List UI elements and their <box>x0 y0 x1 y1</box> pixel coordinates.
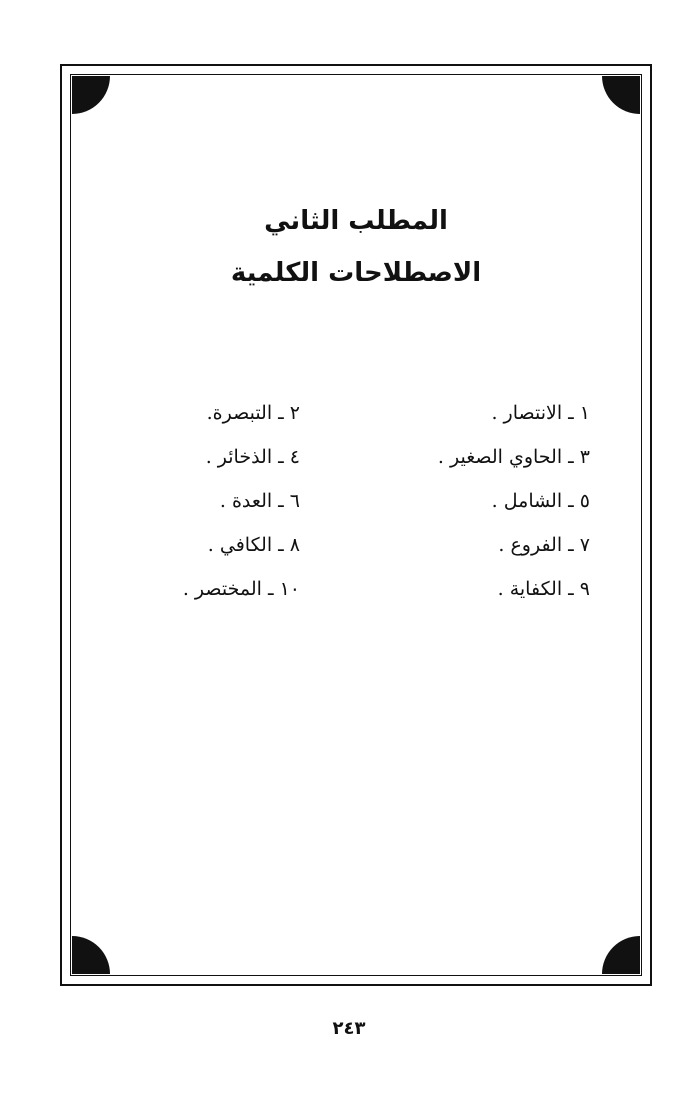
term-item: ١٠ ـ المختصر . <box>182 578 300 600</box>
corner-ornament-bottom-left <box>72 936 110 974</box>
term-item: ٥ ـ الشامل . <box>491 490 590 512</box>
term-item: ٩ ـ الكفاية . <box>497 578 590 600</box>
term-item: ٣ ـ الحاوي الصغير . <box>437 446 590 468</box>
corner-ornament-top-left <box>72 76 110 114</box>
corner-ornament-top-right <box>602 76 640 114</box>
term-item: ١ ـ الانتصار . <box>491 402 590 424</box>
page-number: ٢٤٣ <box>332 1018 366 1039</box>
term-item: ٦ ـ العدة . <box>219 490 300 512</box>
corner-ornament-bottom-right <box>602 936 640 974</box>
term-item: ٢ ـ التبصرة. <box>206 402 300 424</box>
term-item: ٨ ـ الكافي . <box>207 534 300 556</box>
term-item: ٤ ـ الذخائر . <box>205 446 300 468</box>
section-title: المطلب الثاني <box>264 206 448 236</box>
terms-list <box>120 398 590 604</box>
term-item: ٧ ـ الفروع . <box>498 534 590 556</box>
section-subtitle: الاصطلاحات الكلمية <box>230 258 482 288</box>
